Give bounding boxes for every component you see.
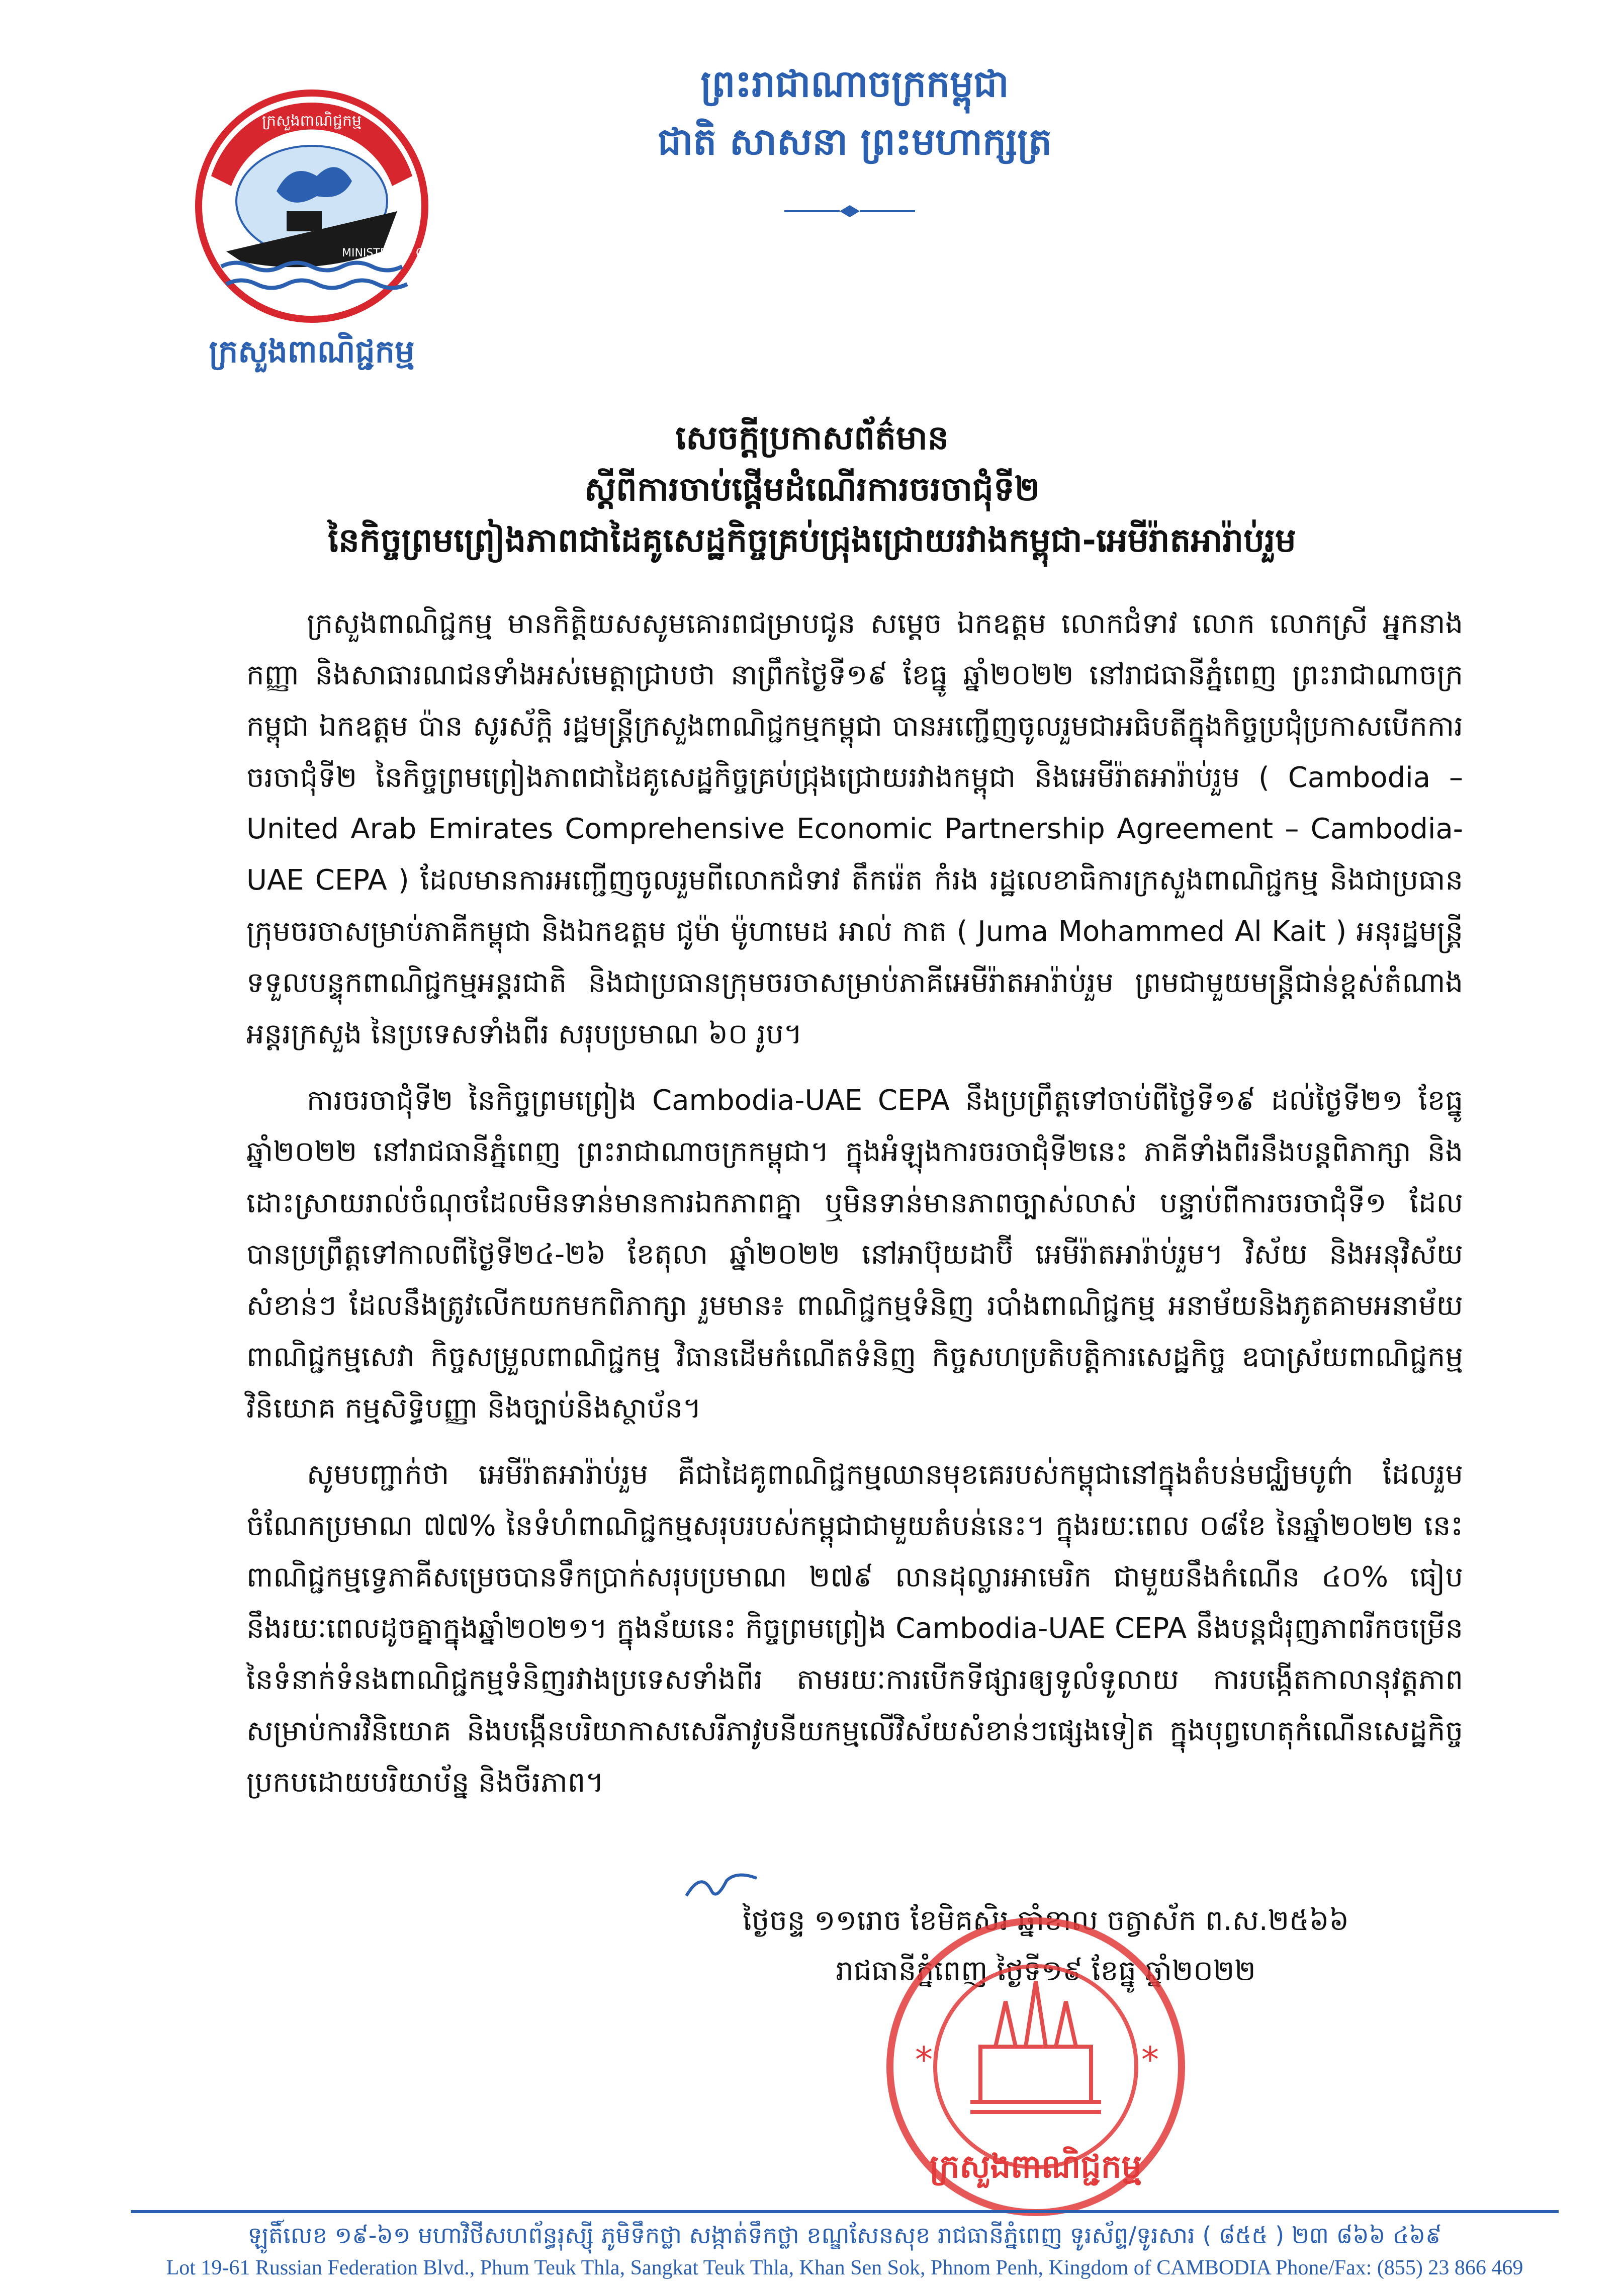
kingdom-header bbox=[503, 55, 1207, 171]
title-line-1: សេចក្តីប្រកាសព័ត៌មាន bbox=[675, 418, 949, 457]
document-body bbox=[246, 598, 1463, 1823]
footer-address-en: Lot 19-61 Russian Federation Blvd., Phum Teuk Thla, Sangkat Teuk Thla, Khan Sen Sok, Phnom Penh, Kingdom of CAMBODIA Phone/Fax: (855) 23 866 469 bbox=[166, 2256, 1523, 2279]
kingdom-line-2: ជាតិ សាសនា ព្រះមហាក្សត្រ bbox=[657, 120, 1052, 163]
kingdom-line-1: ព្រះរាជាណាចក្រកម្ពុជា bbox=[700, 62, 1009, 106]
solar-date: រាជធានីភ្នំពេញ ថ្ងៃទី១៩ ខែធ្នូ ឆ្នាំ២០២២ bbox=[836, 1955, 1256, 1987]
ornament-divider bbox=[779, 201, 920, 221]
logo-caption: MINISTRY OF COMMERCE bbox=[342, 247, 481, 259]
svg-text:*: * bbox=[915, 2039, 933, 2080]
logo-top-text: ក្រសួងពាណិជ្ជកម្ម bbox=[262, 112, 362, 130]
seal-text: ក្រសួងពាណិជ្ជកម្ម bbox=[929, 2148, 1142, 2185]
paragraph-3: សូមបញ្ជាក់ថា អេមីរ៉ាតអារ៉ាប់រួម គឺជាដៃគូពាណិជ្ជកម្មឈានមុខគេរបស់កម្ពុជានៅក្នុងតំបន់មជ្ឈិមបូព៌ា ដែលរួមចំណែកប្រមាណ ៧៧% នៃទំហំពាណិជ្ជកម្មសរុបរបស់កម្ពុជាជាមួយតំបន់នេះ។ ក្នុងរយៈពេល ០៨ខែ នៃឆ្នាំ២០២២ នេះ ពាណិជ្ជកម្មទ្វេភាគីសម្រេចបានទឹកប្រាក់សរុបប្រមាណ ២៧៩ លានដុល្លារអាមេរិក ជាមួយនឹងកំណើន ៤០% ធៀបនឹងរយៈពេលដូចគ្នាក្នុងឆ្នាំ២០២១។ ក្នុងន័យនេះ កិច្ចព្រមព្រៀង Cambodia-UAE CEPA នឹងបន្តជំរុញភាពរីកចម្រើននៃទំនាក់ទំនងពាណិជ្ជកម្មទំនិញរវាងប្រទេសទាំងពីរ តាមរយៈការបើកទីផ្សារឲ្យទូលំទូលាយ ការបង្កើតកាលានុវត្តភាពសម្រាប់ការវិនិយោគ និងបង្កើនបរិយាកាសសេរីភាវូបនីយកម្មលើវិស័យសំខាន់ៗផ្សេងទៀត ក្នុងបុព្វហេតុកំណើនសេដ្ឋកិច្ចប្រកបដោយបរិយាប័ន្ន និងចីរភាព។ bbox=[246, 1458, 1463, 1799]
paragraph-2: ការចរចាជុំទី២ នៃកិច្ចព្រមព្រៀង Cambodia-UAE CEPA នឹងប្រព្រឹត្តទៅចាប់ពីថ្ងៃទី១៩ ដល់ថ្ងៃទី២១ ខែធ្នូ ឆ្នាំ២០២២ នៅរាជធានីភ្នំពេញ ព្រះរាជាណាចក្រកម្ពុជា។ ក្នុងអំឡុងការចរចាជុំទី២នេះ ភាគីទាំងពីរនឹងបន្តពិភាក្សា និងដោះស្រាយរាល់ចំណុចដែលមិនទាន់មានការឯកភាពគ្នា ឬមិនទាន់មានភាពច្បាស់លាស់ បន្ទាប់ពីការចរចាជុំទី១ ដែលបានប្រព្រឹត្តទៅកាលពីថ្ងៃទី២៤-២៦ ខែតុលា ឆ្នាំ២០២២ នៅអាប៊ុយដាប៊ី អេមីរ៉ាតអារ៉ាប់រួម។ វិស័យ និងអនុវិស័យសំខាន់ៗ ដែលនឹងត្រូវលើកយកមកពិភាក្សា រួមមាន៖ ពាណិជ្ជកម្មទំនិញ របាំងពាណិជ្ជកម្ម អនាម័យនិងភូតគាមអនាម័យ ពាណិជ្ជកម្មសេវា កិច្ចសម្រួលពាណិជ្ជកម្ម វិធានដើមកំណើតទំនិញ កិច្ចសហប្រតិបត្តិការសេដ្ឋកិច្ច ឧបាស្រ័យពាណិជ្ជកម្ម វិនិយោគ កម្មសិទ្ធិបញ្ញា និងច្បាប់និងស្ថាប័ន។ bbox=[246, 1084, 1463, 1425]
lunar-date: ថ្ងៃចន្ទ ១១រោច ខែមិគសិរ ឆ្នាំខាល ចត្វាស័ក ព.ស.២៥៦៦ bbox=[742, 1904, 1349, 1937]
title-line-2: ស្តីពីការចាប់ផ្តើមដំណើរការចរចាជុំទី២ bbox=[584, 470, 1040, 508]
footer-divider bbox=[131, 2210, 1559, 2213]
paragraph-1: ក្រសួងពាណិជ្ជកម្ម មានកិត្តិយសសូមគោរពជម្រាបជូន សម្តេច ឯកឧត្តម លោកជំទាវ លោក លោកស្រី អ្នកនាង កញ្ញា និងសាធារណជនទាំងអស់មេត្តាជ្រាបថា នាព្រឹកថ្ងៃទី១៩ ខែធ្នូ ឆ្នាំ២០២២ នៅរាជធានីភ្នំពេញ ព្រះរាជាណាចក្រកម្ពុជា ឯកឧត្តម ប៉ាន សូរស័ក្តិ រដ្ឋមន្ត្រីក្រសួងពាណិជ្ជកម្មកម្ពុជា បានអញ្ជើញចូលរួមជាអធិបតីក្នុងកិច្ចប្រជុំប្រកាសបើកការចរចាជុំទី២ នៃកិច្ចព្រមព្រៀងភាពជាដៃគូសេដ្ឋកិច្ចគ្រប់ជ្រុងជ្រោយរវាងកម្ពុជា និងអេមីរ៉ាតអារ៉ាប់រួម ( Cambodia – United Arab Emirates Comprehensive Economic Partnership Agreement – Cambodia-UAE CEPA ) ដែលមានការអញ្ជើញចូលរួមពីលោកជំទាវ តឹករ៉េត កំរង រដ្ឋលេខាធិការក្រសួងពាណិជ្ជកម្ម និងជាប្រធានក្រុមចរចាសម្រាប់ភាគីកម្ពុជា និងឯកឧត្តម ជូម៉ា ម៉ូហាមេដ អាល់ កាត ( Juma Mohammed Al Kait ) អនុរដ្ឋមន្ត្រីទទួលបន្ទុកពាណិជ្ជកម្មអន្តរជាតិ និងជាប្រធានក្រុមចរចាសម្រាប់ភាគីអេមីរ៉ាតអារ៉ាប់រួម ព្រមជាមួយមន្ត្រីជាន់ខ្ពស់តំណាងអន្តរក្រសួង នៃប្រទេសទាំងពីរ សរុបប្រមាណ ៦០ រូប។ bbox=[246, 607, 1463, 1050]
footer-address-kh: ឡូតិ៍លេខ ១៩-៦១ មហាវិថីសហព័ន្ធរុស្ស៊ី ភូមិទឹកថ្លា សង្កាត់ទឹកថ្លា ខណ្ឌសែនសុខ រាជធានីភ្នំពេញ ទូរស័ព្ទ/ទូរសារ ( ៨៥៥ ) ២៣ ៨៦៦ ៤៦៩ bbox=[247, 2222, 1442, 2249]
official-seal bbox=[855, 1911, 1217, 2223]
svg-text:*: * bbox=[1141, 2039, 1159, 2080]
ministry-logo bbox=[191, 85, 481, 327]
ministry-name: ក្រសួងពាណិជ្ជកម្ម bbox=[209, 333, 415, 370]
title-line-3: នៃកិច្ចព្រមព្រៀងភាពជាដៃគូសេដ្ឋកិច្ចគ្រប់ជ្រុងជ្រោយរវាងកម្ពុជា-អេមីរ៉ាតអារ៉ាប់រួម bbox=[328, 521, 1296, 560]
document-title bbox=[151, 412, 1473, 566]
